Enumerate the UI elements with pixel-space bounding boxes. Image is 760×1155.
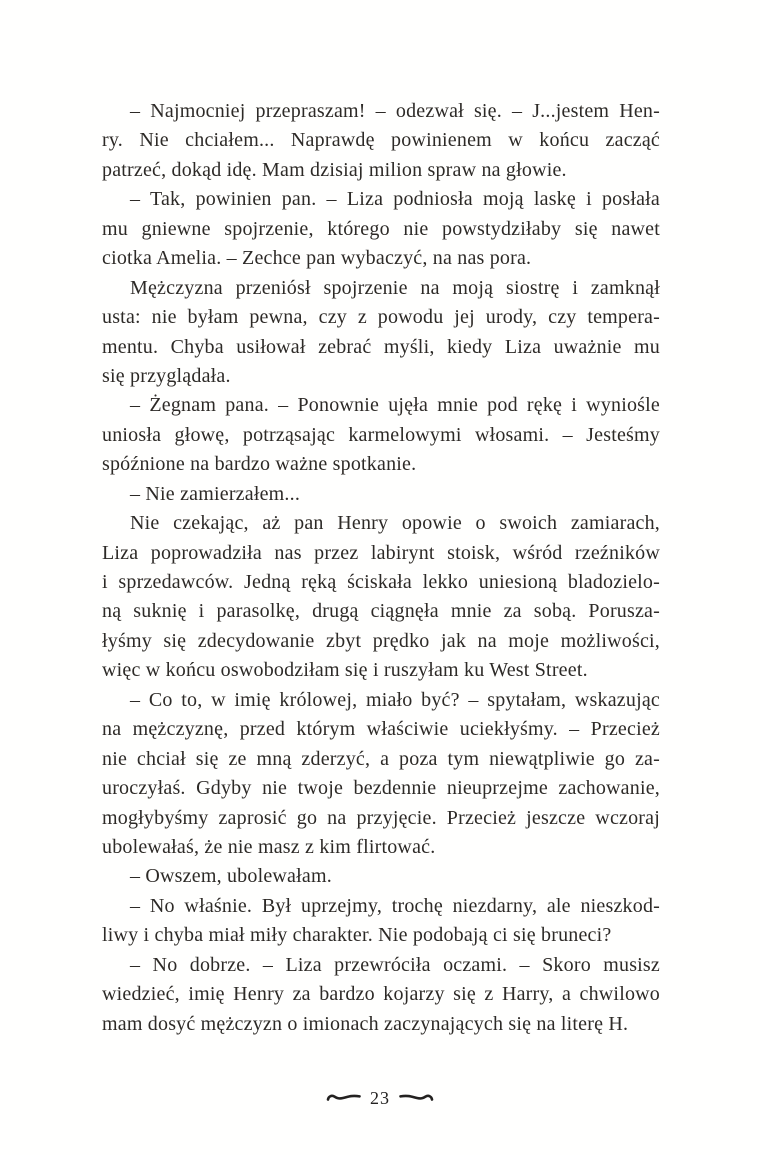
page-footer (0, 1087, 760, 1107)
text-line: – Nie zamierzałem... (130, 482, 301, 505)
text-line: spóźnione na bardzo ważne spotkanie. (102, 453, 417, 476)
text-line: – Najmocniej przepraszam! – odezwał się. – J...jestem Hen- (130, 100, 660, 122)
text-line: łyśmy się zdecydowanie zbyt prędko jak na moje możliwości, (102, 629, 660, 652)
text-block (102, 97, 660, 1039)
paragraph (102, 951, 660, 1039)
text-line: nie chciał się ze mną zderzyć, a poza tym niewątpliwie go za- (102, 747, 660, 770)
text-line: więc w końcu oswobodziłam się i ruszyłam ku West Street. (102, 659, 588, 682)
page-number: 23 (370, 1088, 390, 1108)
swash-right-icon (398, 1091, 434, 1103)
text-line: wiedzieć, imię Henry za bardzo kojarzy się z Harry, a chwilowo (102, 983, 660, 1006)
text-line: – No dobrze. – Liza przewróciła oczami. – Skoro musisz (130, 953, 660, 976)
text-line: ciotka Amelia. – Zechce pan wybaczyć, na nas pora. (102, 247, 532, 270)
text-line: ry. Nie chciałem... Naprawdę powinienem w końcu zacząć (102, 129, 660, 152)
text-line: – Owszem, ubolewałam. (130, 865, 332, 888)
text-line: mam dosyć mężczyzn o imionach zaczynających się na literę H. (102, 1012, 629, 1035)
text-line: uroczyłaś. Gdyby nie twoje bezdennie nieuprzejme zachowanie, (102, 777, 660, 800)
text-line: – Tak, powinien pan. – Liza podniosła moją laskę i posłała (130, 188, 660, 211)
paragraph (102, 480, 660, 509)
text-line: na mężczyznę, przed którym właściwie uciekłyśmy. – Przecież (102, 718, 660, 741)
text-line: mentu. Chyba usiłował zebrać myśli, kiedy Liza uważnie mu (102, 335, 660, 358)
paragraph (102, 185, 660, 273)
text-line: Nie czekając, aż pan Henry opowie o swoich zamiarach, (130, 512, 660, 535)
text-line: mogłybyśmy zaprosić go na przyjęcie. Przecież jeszcze wczoraj (102, 806, 660, 829)
text-line: i sprzedawców. Jedną ręką ściskała lekko uniesioną bladozielo- (102, 571, 660, 593)
paragraph (102, 391, 660, 479)
text-line: patrzeć, dokąd idę. Mam dzisiaj milion spraw na głowie. (102, 158, 567, 181)
text-line: usta: nie byłam pewna, czy z powodu jej urody, czy tempera- (102, 306, 660, 329)
text-line: ną suknię i parasolkę, drugą ciągnęła mnie za sobą. Porusza- (102, 600, 660, 623)
text-line: mu gniewne spojrzenie, którego nie powstydziłaby się nawet (102, 217, 660, 240)
paragraph (102, 97, 660, 185)
text-line: liwy i chyba miał miły charakter. Nie podobają ci się bruneci? (102, 924, 612, 947)
swash-left-icon (326, 1091, 362, 1103)
paragraph (102, 686, 660, 863)
text-line: uniosła głowę, potrząsając karmelowymi włosami. – Jesteśmy (102, 423, 660, 446)
text-line: – No właśnie. Był uprzejmy, trochę niezdarny, ale nieszkod- (130, 894, 660, 917)
text-line: Liza poprowadziła nas przez labirynt stoisk, wśród rzeźników (102, 541, 660, 564)
text-line: – Co to, w imię królowej, miało być? – spytałam, wskazując (130, 688, 660, 711)
text-line: ubolewałaś, że nie masz z kim flirtować. (102, 835, 436, 858)
paragraph (102, 274, 660, 392)
text-line: się przyglądała. (102, 364, 231, 387)
paragraph (102, 509, 660, 686)
text-line: Mężczyzna przeniósł spojrzenie na moją siostrę i zamknął (130, 276, 660, 299)
text-line: – Żegnam pana. – Ponownie ujęła mnie pod rękę i wyniośle (130, 394, 660, 417)
paragraph (102, 892, 660, 951)
paragraph (102, 862, 660, 891)
